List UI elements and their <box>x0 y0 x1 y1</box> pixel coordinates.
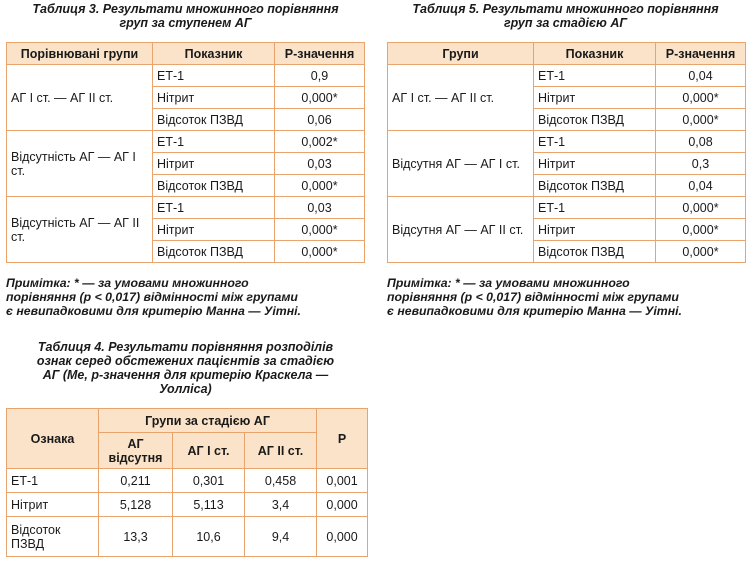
table-row <box>388 131 746 153</box>
sign-cell: Нітрит <box>7 493 99 517</box>
indicator-cell: ЕТ-1 <box>153 65 275 87</box>
table5-note-label: Примітка: <box>387 276 452 290</box>
group-cell: Відсутність АГ — АГ І ст. <box>7 131 153 197</box>
value-cell: 10,6 <box>173 517 245 557</box>
p-value-cell: 0,000* <box>656 241 746 263</box>
p-value-cell: 0,03 <box>275 153 365 175</box>
table-row <box>388 197 746 219</box>
sign-cell: Відсоток ПЗВД <box>7 517 99 557</box>
indicator-cell: Відсоток ПЗВД <box>153 175 275 197</box>
p-value-cell: 0,000* <box>656 87 746 109</box>
table4-header-row <box>7 409 368 433</box>
sign-cell: ЕТ-1 <box>7 469 99 493</box>
p-value-cell: 0,08 <box>656 131 746 153</box>
indicator-cell: ЕТ-1 <box>534 65 656 87</box>
indicator-cell: Відсоток ПЗВД <box>153 241 275 263</box>
group-cell: АГ І ст. — АГ ІІ ст. <box>7 65 153 131</box>
indicator-cell: ЕТ-1 <box>153 197 275 219</box>
indicator-cell: Відсоток ПЗВД <box>534 241 656 263</box>
p-value-cell: 0,03 <box>275 197 365 219</box>
indicator-cell: Нітрит <box>153 87 275 109</box>
table4-header-sign: Ознака <box>7 409 99 469</box>
table4-caption-line: ознак серед обстежених пацієнтів за стадією <box>36 354 335 368</box>
table4-subheader: АГ ІІ ст. <box>245 433 317 469</box>
indicator-cell: Нітрит <box>534 219 656 241</box>
table3-note-text: * — за умовами множинного <box>70 276 249 290</box>
table3-note-label: Примітка: <box>6 276 71 290</box>
table3-note <box>6 276 368 318</box>
table3-header-groups: Порівнювані групи <box>7 43 153 65</box>
table4-caption-line: Уолліса) <box>159 382 212 396</box>
table3-header-indicator: Показник <box>153 43 275 65</box>
table-row <box>388 65 746 87</box>
indicator-cell: Нітрит <box>534 153 656 175</box>
table5-caption-line: груп за стадією АГ <box>503 16 628 30</box>
table5-caption <box>384 2 747 30</box>
table5-header-indicator: Показник <box>534 43 656 65</box>
p-value-cell: 0,000* <box>275 87 365 109</box>
table-row <box>7 197 365 219</box>
table4-subheader: АГ І ст. <box>173 433 245 469</box>
indicator-cell: Відсоток ПЗВД <box>534 175 656 197</box>
indicator-cell: Нітрит <box>153 219 275 241</box>
indicator-cell: ЕТ-1 <box>534 197 656 219</box>
value-cell: 5,113 <box>173 493 245 517</box>
indicator-cell: ЕТ-1 <box>534 131 656 153</box>
indicator-cell: Відсоток ПЗВД <box>153 109 275 131</box>
value-cell: 3,4 <box>245 493 317 517</box>
group-cell: Відсутня АГ — АГ ІІ ст. <box>388 197 534 263</box>
table3-caption-line: груп за ступенем АГ <box>119 16 252 30</box>
table3-caption-line: Таблиця 3. Результати множинного порівняння <box>32 2 339 16</box>
p-value-cell: 0,000* <box>656 197 746 219</box>
group-cell: Відсутність АГ — АГ ІІ ст. <box>7 197 153 263</box>
table4-caption <box>4 340 367 396</box>
table5-note-text: * — за умовами множинного <box>451 276 630 290</box>
indicator-cell: Нітрит <box>534 87 656 109</box>
group-cell: АГ І ст. — АГ ІІ ст. <box>388 65 534 131</box>
table5-caption-line: Таблиця 5. Результати множинного порівняння <box>412 2 719 16</box>
p-value-cell: 0,001 <box>317 469 368 493</box>
table3-caption <box>4 2 367 30</box>
table3-block <box>4 2 367 30</box>
p-value-cell: 0,000* <box>656 109 746 131</box>
table-row <box>7 469 368 493</box>
value-cell: 13,3 <box>99 517 173 557</box>
value-cell: 5,128 <box>99 493 173 517</box>
table3-note-text: є невипадковими для критерію Манна — Уітні. <box>6 304 301 318</box>
table4-header-groups: Групи за стадією АГ <box>99 409 317 433</box>
p-value-cell: 0,04 <box>656 175 746 197</box>
value-cell: 0,211 <box>99 469 173 493</box>
p-value-cell: 0,3 <box>656 153 746 175</box>
value-cell: 0,301 <box>173 469 245 493</box>
p-value-cell: 0,04 <box>656 65 746 87</box>
p-value-cell: 0,9 <box>275 65 365 87</box>
table5-header-p: Р-значення <box>656 43 746 65</box>
indicator-cell: ЕТ-1 <box>153 131 275 153</box>
table5-block <box>384 2 747 30</box>
value-cell: 9,4 <box>245 517 317 557</box>
table3 <box>6 42 365 263</box>
p-value-cell: 0,000* <box>275 219 365 241</box>
table3-note-text: порівняння (р < 0,017) відмінності між групами <box>6 290 298 304</box>
table4-header-p: Р <box>317 409 368 469</box>
table5-note-text: порівняння (р < 0,017) відмінності між групами <box>387 290 679 304</box>
indicator-cell: Нітрит <box>153 153 275 175</box>
p-value-cell: 0,06 <box>275 109 365 131</box>
table5-note <box>387 276 749 318</box>
table-row <box>7 131 365 153</box>
indicator-cell: Відсоток ПЗВД <box>534 109 656 131</box>
table5-note-text: є невипадковими для критерію Манна — Уітні. <box>387 304 682 318</box>
p-value-cell: 0,002* <box>275 131 365 153</box>
table-row <box>7 517 368 557</box>
table-row <box>7 65 365 87</box>
table-row <box>7 493 368 517</box>
table4-subheader: АГ відсутня <box>99 433 173 469</box>
group-cell: Відсутня АГ — АГ І ст. <box>388 131 534 197</box>
table5-header-row <box>388 43 746 65</box>
table3-header-p: Р-значення <box>275 43 365 65</box>
table4 <box>6 408 368 557</box>
value-cell: 0,458 <box>245 469 317 493</box>
p-value-cell: 0,000 <box>317 517 368 557</box>
table4-caption-line: Таблиця 4. Результати порівняння розподілів <box>37 340 334 354</box>
p-value-cell: 0,000* <box>275 241 365 263</box>
p-value-cell: 0,000* <box>275 175 365 197</box>
p-value-cell: 0,000* <box>656 219 746 241</box>
table4-caption-line: АГ (Ме, р-значення для критерію Краскела — <box>42 368 329 382</box>
table3-header-row <box>7 43 365 65</box>
table4-block <box>4 340 367 396</box>
table5 <box>387 42 746 263</box>
table5-header-groups: Групи <box>388 43 534 65</box>
p-value-cell: 0,000 <box>317 493 368 517</box>
